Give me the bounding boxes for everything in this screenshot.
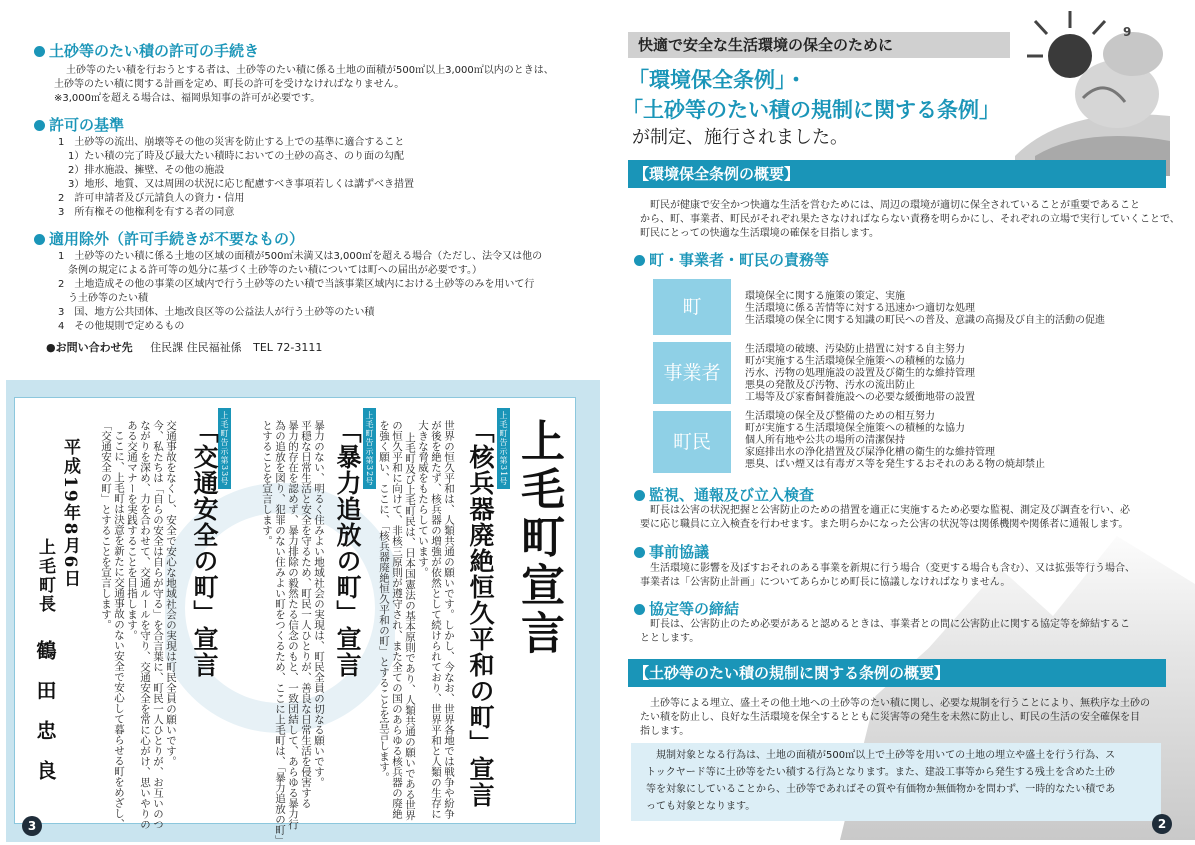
consultation-title: 事前協議 [634,541,709,562]
role-business: 事業者 [653,342,731,404]
bullet-icon [634,547,645,558]
role-resident-duties: 生活環境の保全及び整備のための相互努力 町が実施する生活環境保全施策への積極的な協力 個人所有地や公共の場所の清潔保持 家庭排出水の浄化措置及び屎浄化槽の衛生的な維持管理 悪臭、ばい煙又は有毒ガス等を発生するおそれのある物の焼却禁止 [745,411,1045,470]
bullet-icon [634,604,645,615]
regulated-acts-text: 規制対象となる行為は、土地の面積が500㎡以上で土砂等を用いての土地の埋立や盛土を行う行為、ス トックヤード等に土砂等をたい積する行為となります。また、建設工事等から発生する残土を含めた土砂 等を対象にしていることから、土砂等であればその質や有価物か無価物かを問わず、一時的なたい積であ っても対象となります。 [646,750,1116,812]
violence-heading: 「暴力追放の町」宣言 [333,418,362,678]
role-town: 町 [653,279,731,335]
exemptions-title: 適用除外（許可手続きが不要なもの） [34,228,304,249]
declaration-date: 平成19年8月6日 [60,438,80,589]
nuclear-text: 世界の恒久平和は、人類共通の願いです。しかし、今なお、世界各地では戦争や紛争 が後を絶たず、核兵器の増強が依然として続けられており、世界平和と人類の生存に 大きな脅威をもたらしています。 上毛町及び上毛町民は、日本国憲法の基本原則であり、人類共通の願いである世界 の恒久平和に向けて、非核三原則が遵守され、また全ての国のあらゆる核兵器の廃絶 を強く願い、ここに、「核兵器廃絶恒久平和の町」とすることを宣言します。 [378,420,455,821]
contact-info: ●お問い合わせ先 住民課 住民福祉係 TEL 72-3111 [46,341,323,354]
permit-procedure-text: 土砂等のたい積を行おうとする者は、土砂等のたい積に係る土地の面積が500㎡以上3,000㎡以内のときは、 土砂等のたい積に関する計画を定め、町長の許可を受けなければなりません。 ※3,000㎡を超える場合は、福岡県知事の許可が必要です。 [54,65,554,104]
enacted-text: が制定、施行されました。 [632,127,848,148]
exemptions-list: 1 土砂等のたい積に係る土地の区域の面積が500㎡未満又は3,000㎡を超える場合（ただし、法令又は他の 条例の規定による許可等の処分に基づく土砂等のたい積については町への届出が必要です。） 2 土地造成その他の事業の区域内で行う土砂等のたい積で当該事業区域内における土砂等のみを用いて行 う土砂等のたい積 3 国、地方公共団体、土地改良区等の公益法人が行う土砂等のたい積 4 その他規則で定めるもの [58,251,543,332]
page-number-right: 2 [1152,814,1172,834]
traffic-label: 上毛町告示第33号 [218,408,231,489]
bullet-icon [634,255,645,266]
traffic-heading: 「交通安全の町」宣言 [190,418,219,678]
mayor-name: 鶴田忠良 [33,640,57,800]
ordinance-title-2: 「土砂等のたい積の規制に関する条例」 [622,98,1000,122]
permit-criteria-title: 許可の基準 [34,114,124,135]
monitoring-text: 町長は公害の状況把握と公害防止のための措置を適正に実施するため必要な監視、測定及び調査を行い、必 要に応じ職員に立入検査を行わせます。また明らかになった公害の状況等は関係機関や関係者に通報します。 [640,505,1130,530]
soil-overview-text: 土砂等による埋立、盛土その他土地への土砂等のたい積に関し、必要な規制を行うことにより、無秩序な土砂の たい積を防止し、良好な生活環境を保全するとともに災害等の発生を未然に防止し、町民の生活の安全確保を目 指します。 [640,698,1150,737]
declaration-main-title: 上毛町宣言 [513,418,564,658]
role-resident: 町民 [653,411,731,473]
bullet-icon [34,234,45,245]
bullet-icon [34,46,45,57]
sun-character-icon [1005,6,1175,176]
top-banner: 快適で安全な生活環境の保全のために [628,32,1010,58]
ordinance-title-1: 「環境保全条例」・ [628,68,807,92]
permit-procedure-title: 土砂等のたい積の許可の手続き [34,40,259,61]
soil-overview-title: 【土砂等のたい積の規制に関する条例の概要】 [628,659,1166,687]
duties-title: 町・事業者・町民の責務等 [634,249,829,270]
traffic-text: 交通事故をなくし、安全で安心な地域社会の実現は町民全員の願いです。 今、私たちは「自らの安全は自らが守る」を合言葉に、町民一人ひとりが、お互いのつ ながりを深め、力を合わせて、交通ルールを守り、交通安全を常に心がけ、思いやりの ある交通マナーを実践することを目指します。 ここに、上毛町は決意を新たに交通事故のない安全で安心して暮らせる町をめざし、 「交通安全の町」とすることを宣言します。 [100,420,177,830]
mayor-title: 上毛町長 [35,538,55,614]
permit-criteria-list: 1 土砂等の流出、崩壊等その他の災害を防止する上での基準に適合すること 1）たい積の完了時及び最大たい積時においての土砂の高さ、のり面の勾配 2）排水施設、擁壁、その他の施設 3）地形、地質、又は周囲の状況に応じ配慮すべき事項若しくは講ずべき措置 2 許可申請者及び元請負人の資力・信用 3 所有権その他権利を有する者の同意 [58,137,414,218]
page-number-left: 3 [22,816,42,836]
nuclear-label: 上毛町告示第31号 [497,408,510,489]
bullet-icon [634,490,645,501]
consultation-text: 生活環境に影響を及ぼすおそれのある事業を新規に行う場合（変更する場合も含む）、又は拡張等行う場合、 事業者は「公害防止計画」についてあらかじめ町長に協議しなければなりません。 [640,563,1135,588]
agreement-text: 町長は、公害防止のため必要があると認めるときは、事業者との間に公害防止に関する協定等を締結するこ ととします。 [640,619,1130,644]
nuclear-heading: 「核兵器廃絶恒久平和の町」宣言 [466,418,495,808]
env-overview-text: 町民が健康で安全かつ快適な生活を営むためには、周辺の環境が適切に保全されていることが重要であること から、町、事業者、町民がそれぞれ果たさなければならない責務を明らかにし、それぞれの立場で実行していくことで、 町民にとっての快適な生活環境の確保を目指します。 [640,200,1180,239]
env-overview-title: 【環境保全条例の概要】 [628,160,1166,188]
svg-text:9: 9 [1123,25,1132,39]
role-town-duties: 環境保全に関する施策の策定、実施 生活環境に係る苦情等に対する迅速かつ適切な処理 生活環境の保全に関する知識の町民への普及、意識の高揚及び自主的活動の促進 [745,291,1105,326]
agreement-title: 協定等の締結 [634,598,739,619]
violence-text: 暴力のない、明るく住みよい地域社会の実現は、町民全員の切なる願いです。 平穏な日常生活と安全を守るため、町民一人ひとりが、善良な日常生活を侵害する 暴力的存在を認めず、暴力排除の毅然たる信念のもと、一致団結して、あらゆる暴力行 為の追放を図り、犯罪のない住みよい町をつくるため、ここに上毛町は、「暴力追放の町」 とすることを宣言します。 [261,420,325,845]
role-business-duties: 生活環境の破壊、汚染防止措置に対する自主努力 町が実施する生活環境保全施策への積極的な協力 汚水、汚物の処理施設の設置及び衛生的な維持管理 悪臭の発散及び汚物、汚水の流出防止 工場等及び家畜飼養施設への必要な緩衝地帯の設置 [745,344,975,403]
bullet-icon [34,120,45,131]
monitoring-title: 監視、通報及び立入検査 [634,484,814,505]
violence-label: 上毛町告示第32号 [363,408,376,489]
